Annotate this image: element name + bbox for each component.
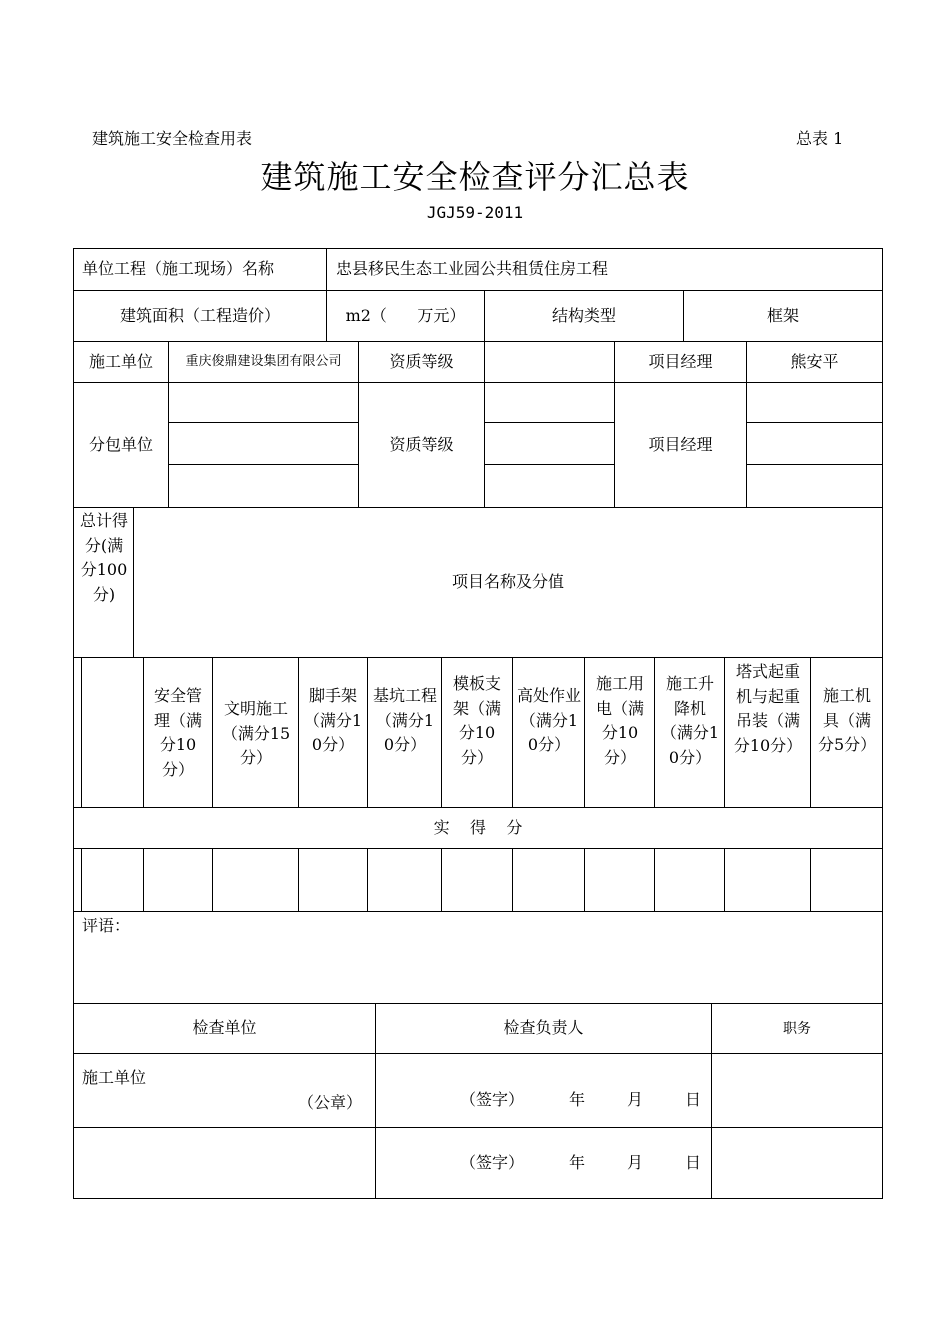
- signature-1: （签字）: [460, 1090, 525, 1109]
- area-label: 建筑面积（工程造价）: [119, 306, 280, 325]
- project-manager-label: 项目经理: [648, 352, 713, 371]
- item-header-formwork-support: 模板支架（满分10分）: [452, 674, 501, 767]
- item-header-tower-crane: 塔式起重机与起重吊装（满分10分）: [733, 662, 803, 755]
- year-2: 年: [569, 1153, 586, 1172]
- day-2: 日: [685, 1153, 702, 1172]
- total-score-label: 总计得分(满分100分): [79, 511, 128, 604]
- item-header-scaffolding: 脚手架（满分10分）: [303, 686, 363, 754]
- year-1: 年: [569, 1090, 586, 1109]
- month-2: 月: [627, 1153, 644, 1172]
- comments-label: 评语：: [82, 916, 131, 935]
- form-name: 建筑施工安全检查用表: [92, 129, 253, 148]
- official-seal: （公章）: [298, 1093, 363, 1112]
- sub-qualification-label: 资质等级: [389, 435, 454, 454]
- items-header: 项目名称及分值: [451, 572, 564, 591]
- day-1: 日: [685, 1090, 702, 1109]
- standard-code: JGJ59-2011: [426, 203, 524, 222]
- unit-project-label: 单位工程（施工现场）名称: [82, 259, 275, 278]
- inspect-unit-header: 检查单位: [192, 1018, 257, 1037]
- structure-type-value: 框架: [766, 306, 799, 325]
- project-manager-value: 熊安平: [790, 352, 839, 371]
- qualification-label: 资质等级: [389, 352, 454, 371]
- structure-type-label: 结构类型: [551, 306, 616, 325]
- contractor-value: 重庆俊鼎建设集团有限公司: [185, 354, 342, 369]
- month-1: 月: [627, 1090, 644, 1109]
- item-header-safety-management: 安全管理（满分10分）: [153, 686, 202, 779]
- item-header-construction-hoist: 施工升降机（满分10分）: [660, 674, 720, 767]
- signature-2: （签字）: [460, 1153, 525, 1172]
- area-value: m2（ 万元）: [345, 306, 466, 325]
- actual-score-label: 实 得 分: [433, 818, 523, 837]
- subcontractor-label: 分包单位: [88, 435, 153, 454]
- item-header-work-at-height: 高处作业（满分10分）: [517, 686, 582, 754]
- sub-project-manager-label: 项目经理: [648, 435, 713, 454]
- item-header-construction-electricity: 施工用电（满分10分）: [595, 674, 644, 767]
- page-title: 建筑施工安全检查评分汇总表: [260, 158, 690, 196]
- position-header: 职务: [783, 1021, 811, 1037]
- inspect-person-header: 检查负责人: [503, 1018, 584, 1037]
- contractor-sign-label: 施工单位: [82, 1068, 147, 1087]
- contractor-label: 施工单位: [88, 352, 153, 371]
- item-header-construction-machinery: 施工机具（满分5分）: [818, 686, 877, 754]
- unit-project-value: 忠县移民生态工业园公共租赁住房工程: [336, 259, 609, 278]
- item-header-foundation-pit: 基坑工程（满分10分）: [372, 686, 437, 754]
- item-header-civilized-construction: 文明施工（满分15分）: [221, 699, 291, 767]
- form-number: 总表 1: [796, 129, 844, 148]
